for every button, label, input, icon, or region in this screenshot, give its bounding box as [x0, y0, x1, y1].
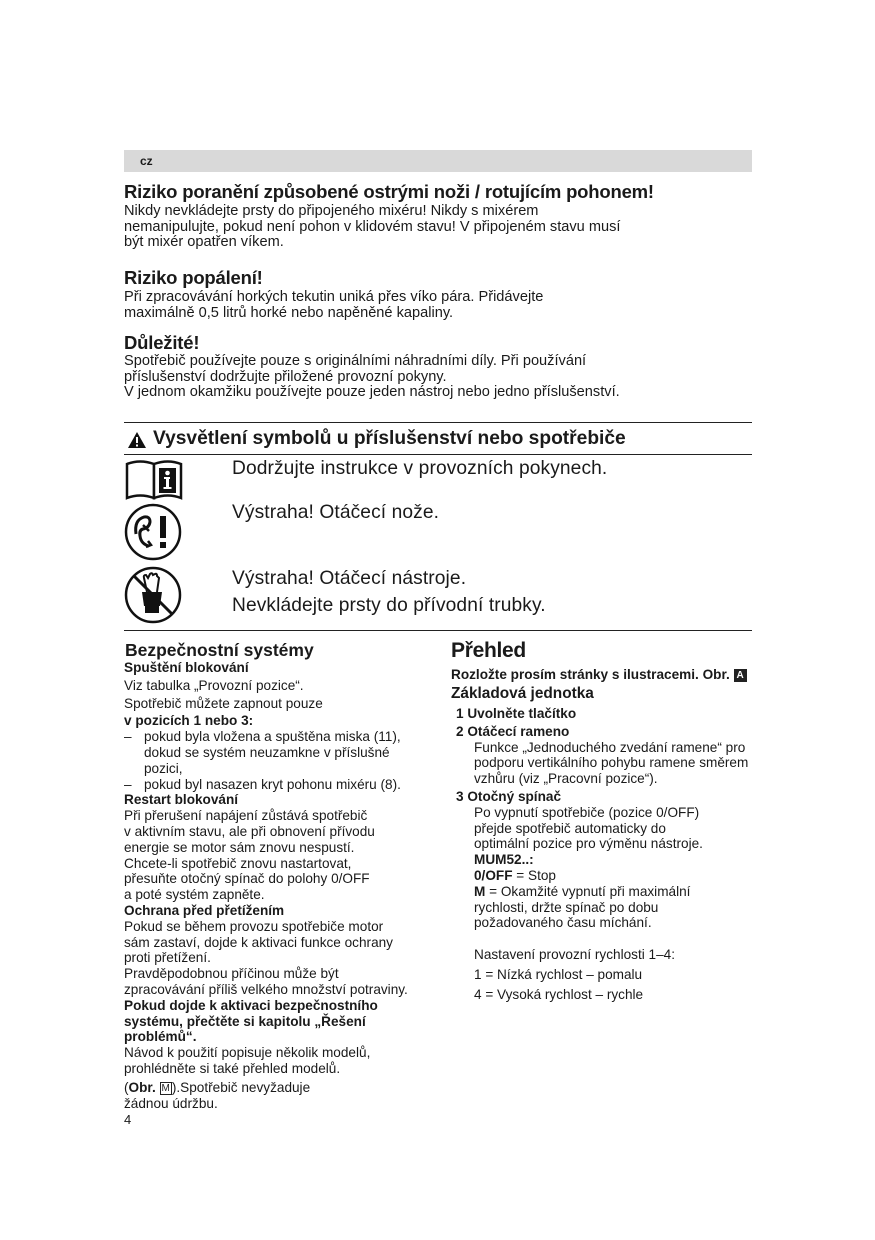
figure-letter-badge: A	[734, 669, 747, 682]
overview-title: Přehled	[451, 639, 526, 662]
language-code: cz	[140, 154, 153, 168]
symbol-text-tube: Výstraha! Otáčecí nástroje. Nevkládejte prsty do přívodní trubky.	[232, 568, 546, 616]
bullet-item: – pokud byla vložena a spuštěna miska (11), dokud se systém neuzamkne v příslušné pozici,	[124, 729, 401, 776]
unfold-pages-note: Rozložte prosím stránky s ilustracemi. Obr. A	[451, 667, 747, 682]
warning-title-important: Důležité!	[124, 332, 200, 353]
symbol-text-knife: Výstraha! Otáčecí nože.	[232, 502, 440, 523]
overload-title: Ochrana před přetížením	[124, 902, 285, 918]
info-book-icon	[124, 458, 184, 500]
symbol-text-info: Dodržujte instrukce v provozních pokynech.	[232, 458, 608, 479]
overview-items: 1 Uvolněte tlačítko 2 Otáčecí rameno Funkce „Jednoduchého zvedání ramene“ pro podporu vertikálního pohybu ramene směrem vzhůru (viz „Pracovní pozice“). 3 Otočný spínač Po vypnutí spotřebiče (pozice 0/OFF) přejde spotřebič automaticky do optimální pozice pro výměnu nástroje. MUM52..: 0/OFF = Stop M = Okamžité vypnutí při maximální rychlosti, držte spínač po dobu požadovaného času míchání. Nastavení provozní rychlosti 1–4: 1 = Nízká rychlost – pomalu 4 = Vysoká rychlost – rychle	[456, 706, 786, 1003]
lock-title: Spuštění blokování	[124, 660, 249, 675]
restart-title: Restart blokování	[124, 792, 239, 808]
no-fingers-in-tube-icon	[124, 566, 182, 624]
base-unit-title: Základová jednotka	[451, 685, 594, 702]
safety-systems-body: Spuštění blokování Viz tabulka „Provozní pozice“. Spotřebič můžete zapnout pouze v pozicích 1 nebo 3: – pokud byla vložena a spuštěna miska (11), dokud se systém neuzamkne v příslušné pozici, – pokud byl nasazen kryt pohonu mixéru (8). Restart blokování Při přerušení napájení zůstává spotřebič v aktivním stavu, ale při obnovení přívodu energie se motor sám znovu nespustí. Chcete-li spotřebič znovu nastartovat, přesuňte otočný spínač do polohy 0/OFF a poté systém zapněte. Ochrana před přetížením Pokud se během provozu spotřebiče motor sám zastaví, dojde k aktivaci funkce ochrany proti přetížení. Pravděpodobnou příčinou může být zpracovávání příliš velkého množství potraviny. Pokud dojde k aktivaci bezpečnostního systému, přečtěte si kapitolu „Řešení problémů“. Návod k použití popisuje několik modelů, prohlédněte si také přehled modelů. (Obr. M ).Spotřebič nevyžaduje žádnou údržbu.	[124, 660, 444, 1111]
rule-bottom	[124, 630, 752, 631]
model-name: MUM52..:	[474, 852, 534, 868]
warning-text-important: Spotřebič používejte pouze s originálními náhradními díly. Při používání příslušenství dodržujte přiložené provozní pokyny. V jednom okamžiku používejte pouze jeden nástroj nebo jedno příslušenství.	[124, 353, 620, 401]
warning-triangle-icon	[127, 431, 147, 449]
warning-text-burn: Při zpracovávání horkých tekutin uniká přes víko pára. Přidávejte maximálně 0,5 litrů horké nebo napěněné kapaliny.	[124, 289, 544, 321]
rule-under-title	[124, 454, 752, 455]
language-header-bar	[124, 150, 752, 172]
symbols-section-title: Vysvětlení symbolů u příslušenství nebo spotřebiče	[153, 428, 626, 449]
rule-top	[124, 422, 752, 423]
warning-text-injury: Nikdy nevkládejte prsty do připojeného mixéru! Nikdy s mixérem nemanipulujte, pokud není pohon v klidovém stavu! V připojeném stavu musí být mixér opatřen víkem.	[124, 203, 621, 251]
rotating-knife-warning-icon	[124, 503, 182, 561]
figure-letter-badge: M	[161, 1082, 170, 1094]
page-number: 4	[124, 1112, 132, 1127]
safety-systems-title: Bezpečnostní systémy	[125, 640, 314, 660]
warning-title-burn: Riziko popálení!	[124, 267, 263, 288]
bullet-item: – pokud byl nasazen kryt pohonu mixéru (8).	[124, 776, 401, 792]
warning-title-injury: Riziko poranění způsobené ostrými noži / rotujícím pohonem!	[124, 181, 654, 202]
